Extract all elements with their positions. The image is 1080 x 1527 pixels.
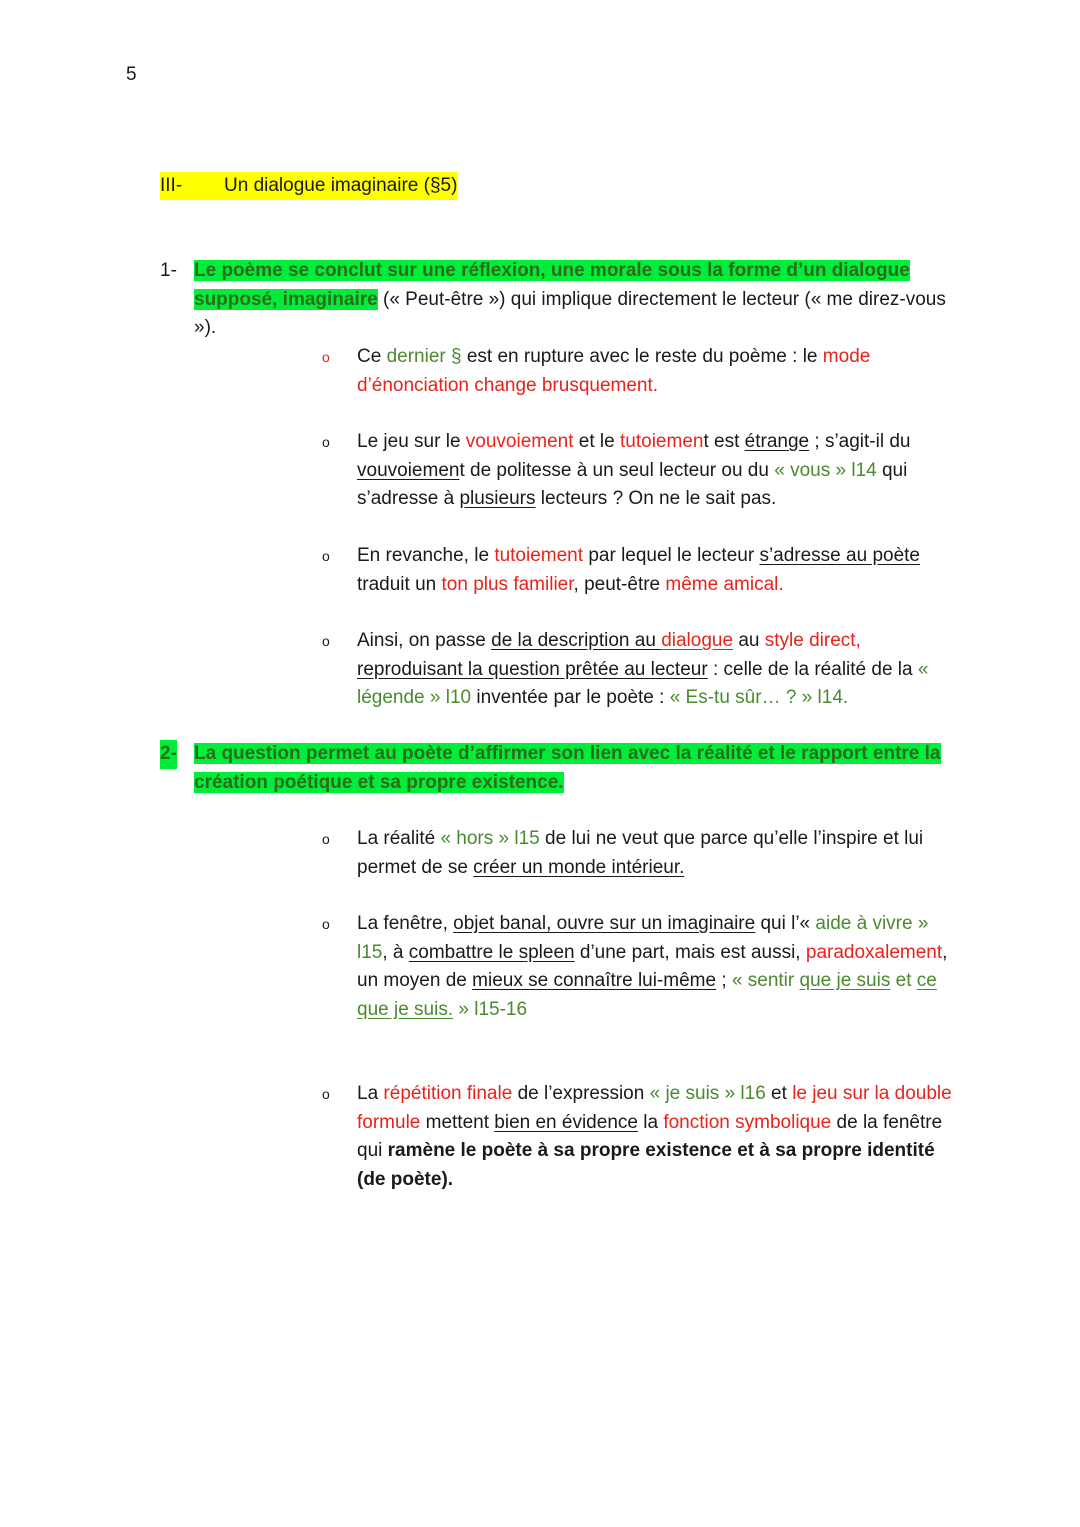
point-1-marker: 1- (160, 260, 177, 281)
section-number: III- (160, 175, 183, 196)
point-1 (160, 257, 960, 343)
page-number: 5 (126, 64, 137, 85)
bullet-circle-icon: o (322, 1086, 330, 1102)
list-item: o En revanche, le tutoiement par lequel le lecteur s’adresse au poète traduit un ton plus familier, peut-être même amical. (322, 542, 962, 599)
bullet-circle-icon: o (322, 548, 330, 564)
point-2-marker: 2- (160, 740, 177, 769)
list-item: o Le jeu sur le vouvoiement et le tutoiement est étrange ; s’agit-il du vouvoiement de politesse à un seul lecteur ou du « vous » l14 qui s’adresse à plusieurs lecteurs ? On ne le sait pas. (322, 428, 962, 514)
section-heading (160, 172, 457, 200)
section-title: Un dialogue imaginaire (§5) (224, 175, 458, 196)
bullet-circle-icon: o (322, 434, 330, 450)
bullet-circle-icon: o (322, 349, 330, 365)
list-item: o Ce dernier § est en rupture avec le reste du poème : le mode d’énonciation change brusquement. (322, 343, 962, 400)
list-item: o La réalité « hors » l15 de lui ne veut que parce qu’elle l’inspire et lui permet de se créer un monde intérieur. (322, 825, 962, 882)
point-2 (160, 740, 960, 797)
point-2-text: La question permet au poète d’affirmer son lien avec la réalité et le rapport entre la création poétique et sa propre existence. (194, 743, 941, 793)
bullet-circle-icon: o (322, 633, 330, 649)
bullet-circle-icon: o (322, 916, 330, 932)
list-item: o La répétition finale de l’expression « je suis » l16 et le jeu sur la double formule mettent bien en évidence la fonction symbolique de la fenêtre qui ramène le poète à sa propre existence et à sa propre identité (de poète). (322, 1080, 962, 1194)
bullet-circle-icon: o (322, 831, 330, 847)
list-item: o Ainsi, on passe de la description au dialogue au style direct, reproduisant la question prêtée au lecteur : celle de la réalité de la « légende » l10 inventée par le poète : « Es-tu sûr… ? » l14. (322, 627, 962, 713)
point-1-text: Le poème se conclut sur une réflexion, une morale sous la forme d’un dialogue supposé, imaginaire (« Peut-être ») qui implique directement le lecteur (« me direz-vous »). (194, 260, 946, 338)
list-item: o La fenêtre, objet banal, ouvre sur un imaginaire qui l’« aide à vivre » l15, à combattre le spleen d’une part, mais est aussi, paradoxalement, un moyen de mieux se connaître lui-même ; « sentir que je suis et ce que je suis. » l15-16 (322, 910, 962, 1024)
